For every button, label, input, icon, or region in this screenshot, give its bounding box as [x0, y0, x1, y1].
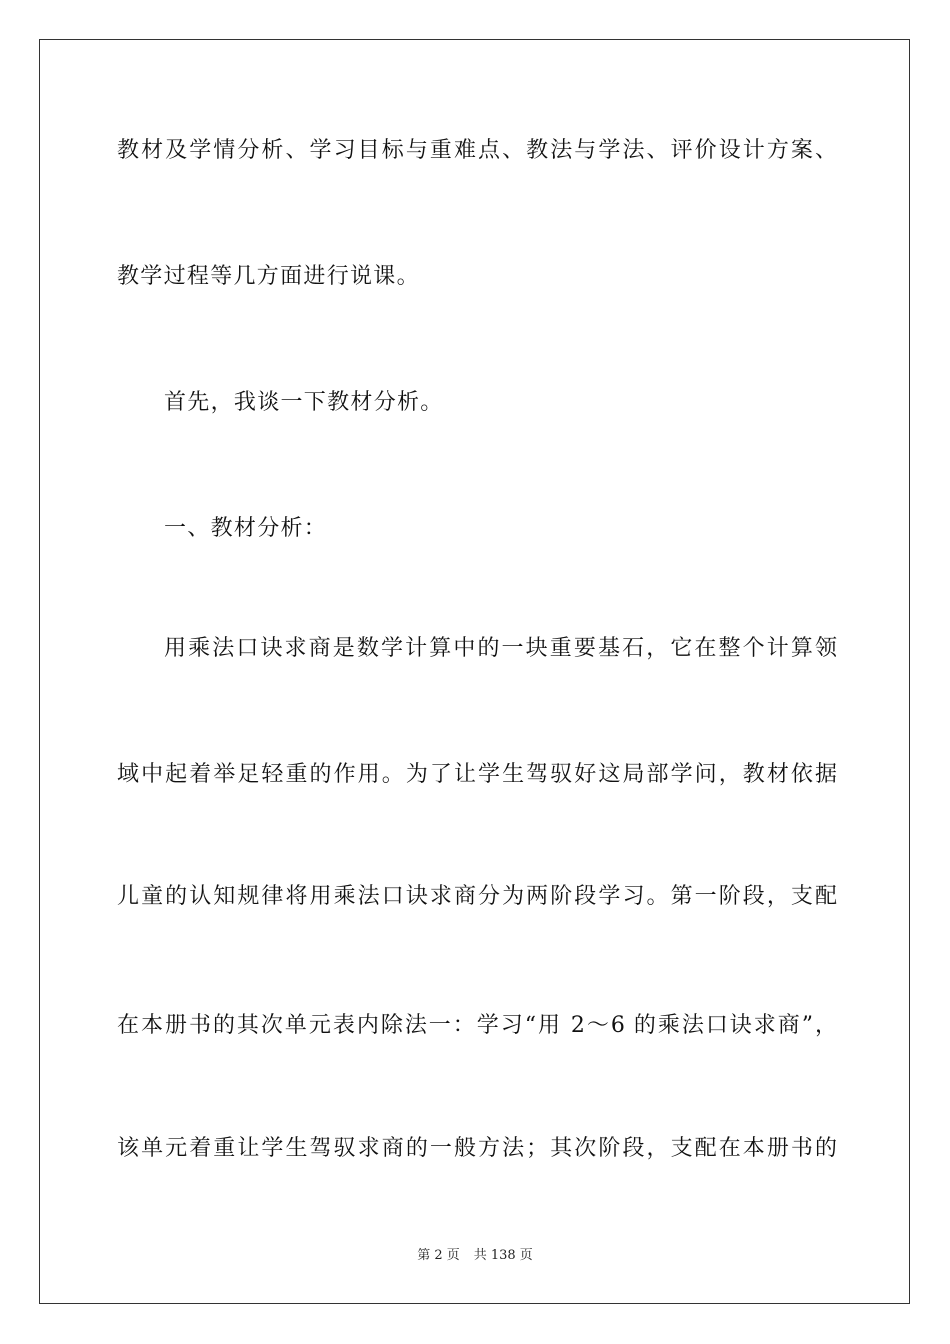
paragraph-line: 在本册书的其次单元表内除法一：学习“用 2～6 的乘法口诀求商”， — [117, 1013, 837, 1038]
page-number: 第 2 页 — [417, 1248, 460, 1263]
paragraph-line: 教学过程等几方面进行说课。 — [117, 264, 420, 289]
paragraph-line: 用乘法口诀求商是数学计算中的一块重要基石，它在整个计算领 — [164, 636, 837, 661]
page-total: 共 138 页 — [473, 1248, 533, 1263]
page-footer — [0, 1247, 950, 1265]
paragraph-line: 儿童的认知规律将用乘法口诀求商分为两阶段学习。第一阶段，支配 — [117, 884, 837, 909]
paragraph-line: 首先，我谈一下教材分析。 — [164, 390, 444, 415]
paragraph-line: 教材及学情分析、学习目标与重难点、教法与学法、评价设计方案、 — [117, 138, 837, 163]
page-border — [39, 39, 910, 1304]
paragraph-line: 域中起着举足轻重的作用。为了让学生驾驭好这局部学问，教材依据 — [117, 762, 837, 787]
section-heading: 一、教材分析： — [164, 516, 328, 541]
paragraph-line: 该单元着重让学生驾驭求商的一般方法；其次阶段，支配在本册书的 — [117, 1136, 837, 1161]
